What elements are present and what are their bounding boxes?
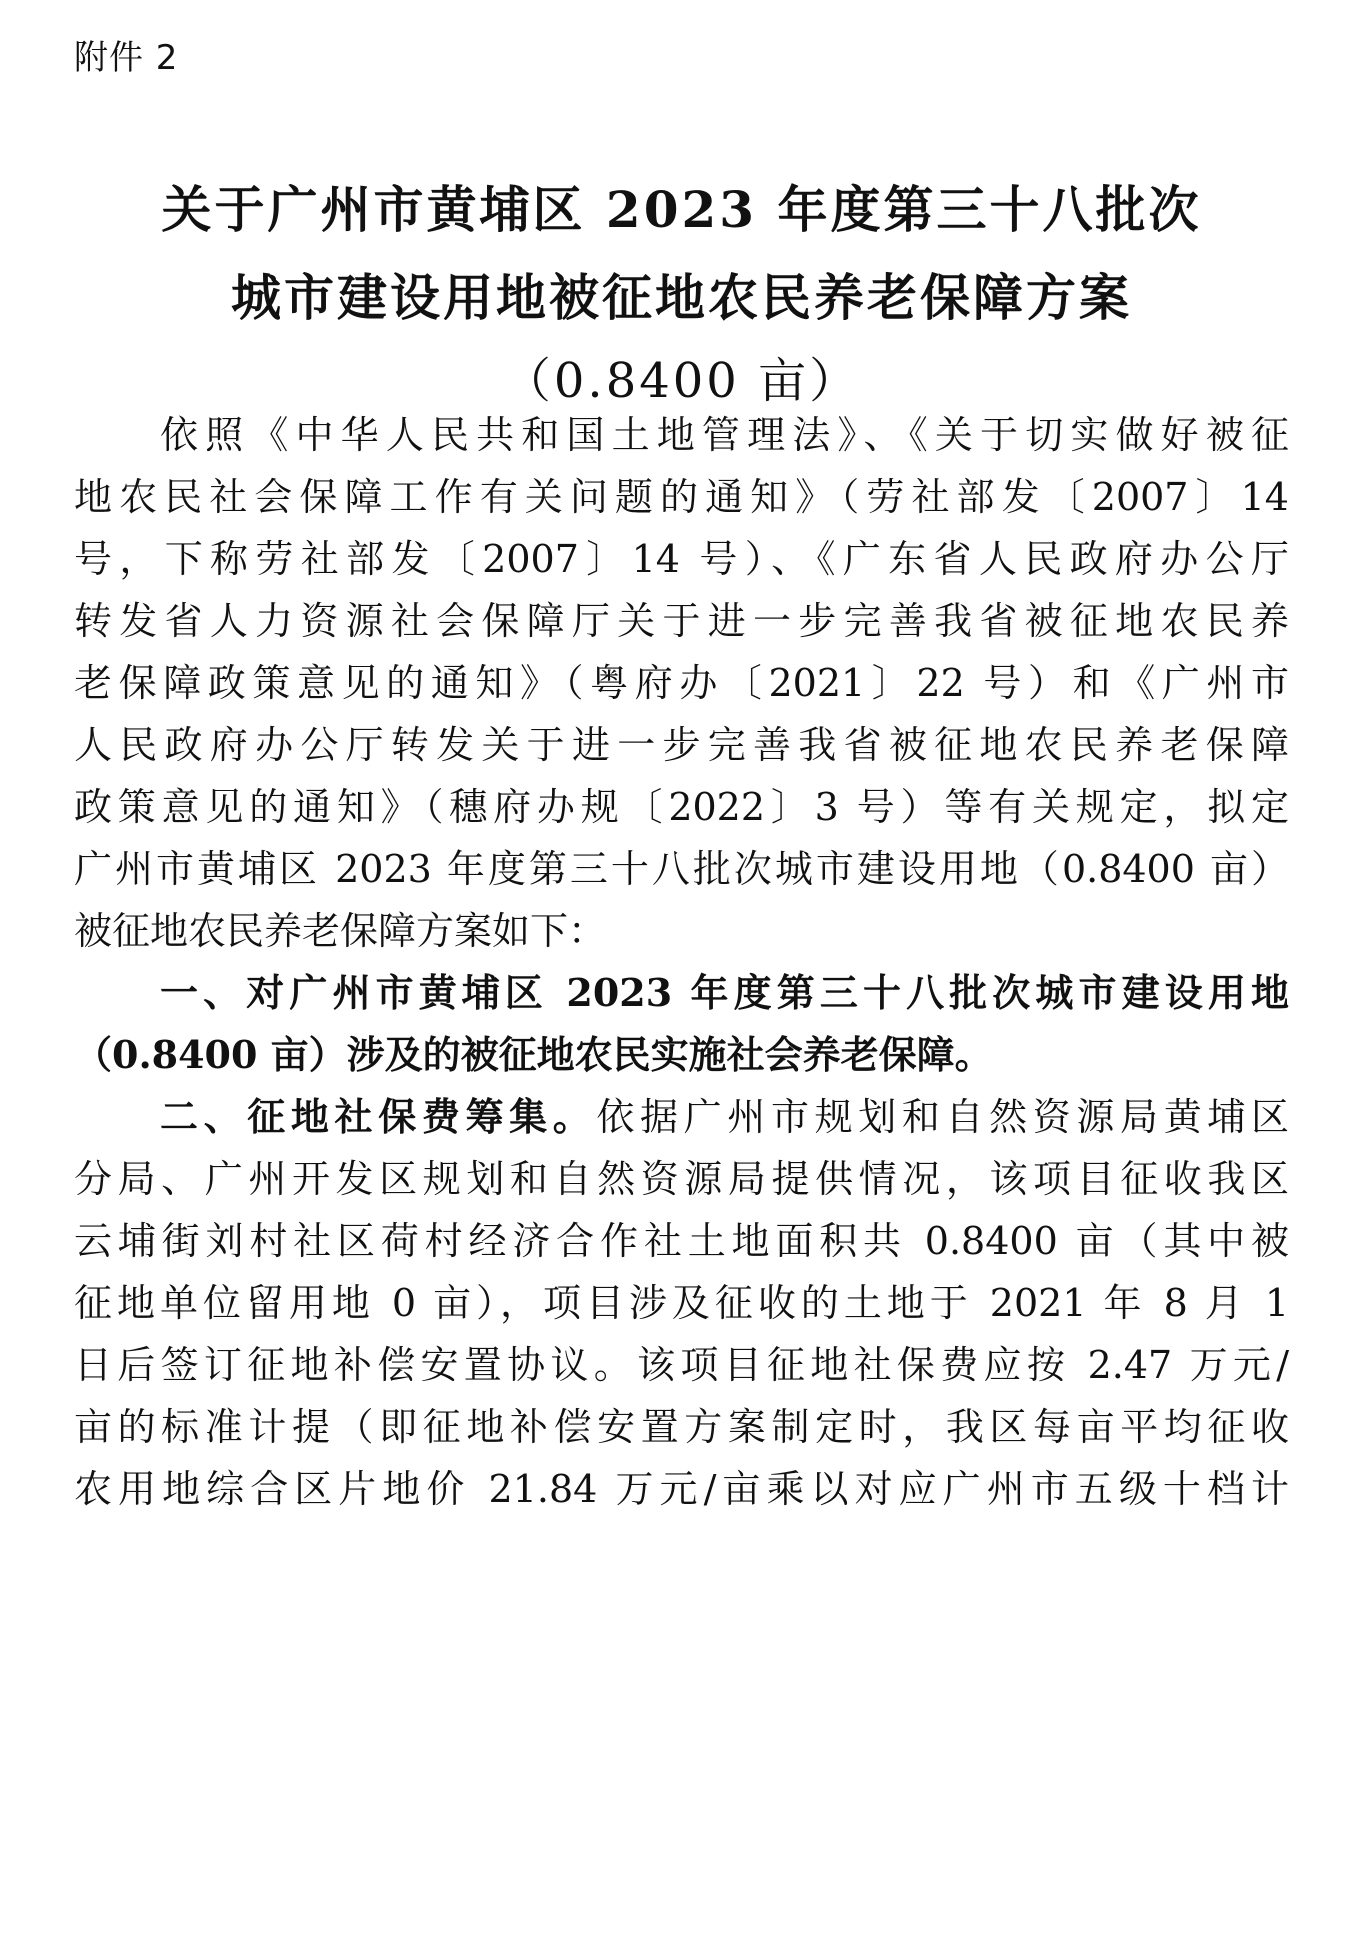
paragraph-line: 分局、广州开发区规划和自然资源局提供情况，该项目征收我区: [74, 1157, 1289, 1201]
attachment-label: 附件 2: [74, 38, 179, 78]
paragraph-line: 云埔街刘村社区荷村经济合作社土地面积共 0.8400 亩（其中被: [74, 1219, 1289, 1263]
paragraph-line: 广州市黄埔区 2023 年度第三十八批次城市建设用地（0.8400 亩）: [74, 847, 1289, 891]
document-title-line-3: （0.8400 亩）: [502, 353, 861, 409]
section-two-first-line: [160, 1086, 1289, 1148]
paragraph-line: 农用地综合区片地价 21.84 万元/亩乘以对应广州市五级十档计: [74, 1467, 1289, 1511]
paragraph-line: 依照《中华人民共和国土地管理法》、《关于切实做好被征: [160, 413, 1289, 457]
paragraph-line: 号，下称劳社部发〔2007〕14 号）、《广东省人民政府办公厅: [74, 537, 1289, 581]
paragraph-line: 征地单位留用地 0 亩），项目涉及征收的土地于 2021 年 8 月 1: [74, 1281, 1289, 1325]
paragraph-line: 政策意见的通知》（穗府办规〔2022〕3 号）等有关规定，拟定: [74, 785, 1289, 829]
section-one-line: 一、对广州市黄埔区 2023 年度第三十八批次城市建设用地: [160, 970, 1289, 1015]
paragraph-line: 人民政府办公厅转发关于进一步完善我省被征地农民养老保障: [74, 723, 1289, 767]
section-one-line: （0.8400 亩）涉及的被征地农民实施社会养老保障。: [74, 1032, 993, 1077]
document-title-line-1: 关于广州市黄埔区 2023 年度第三十八批次: [161, 180, 1202, 239]
document-title-line-2: 城市建设用地被征地农民养老保障方案: [231, 268, 1132, 327]
section-two-heading: 二、征地社保费筹集。: [160, 1094, 597, 1139]
paragraph-line: 地农民社会保障工作有关问题的通知》（劳社部发〔2007〕14: [74, 475, 1289, 519]
section-two-text: 依据广州市规划和自然资源局黄埔区: [596, 1095, 1289, 1139]
paragraph-line: 日后签订征地补偿安置协议。该项目征地社保费应按 2.47 万元/: [74, 1343, 1289, 1387]
paragraph-line: 亩的标准计提（即征地补偿安置方案制定时，我区每亩平均征收: [74, 1405, 1289, 1449]
paragraph-line: 转发省人力资源社会保障厅关于进一步完善我省被征地农民养: [74, 599, 1289, 643]
paragraph-line: 被征地农民养老保障方案如下：: [74, 909, 607, 953]
paragraph-line: 老保障政策意见的通知》（粤府办〔2021〕22 号）和《广州市: [74, 661, 1289, 705]
